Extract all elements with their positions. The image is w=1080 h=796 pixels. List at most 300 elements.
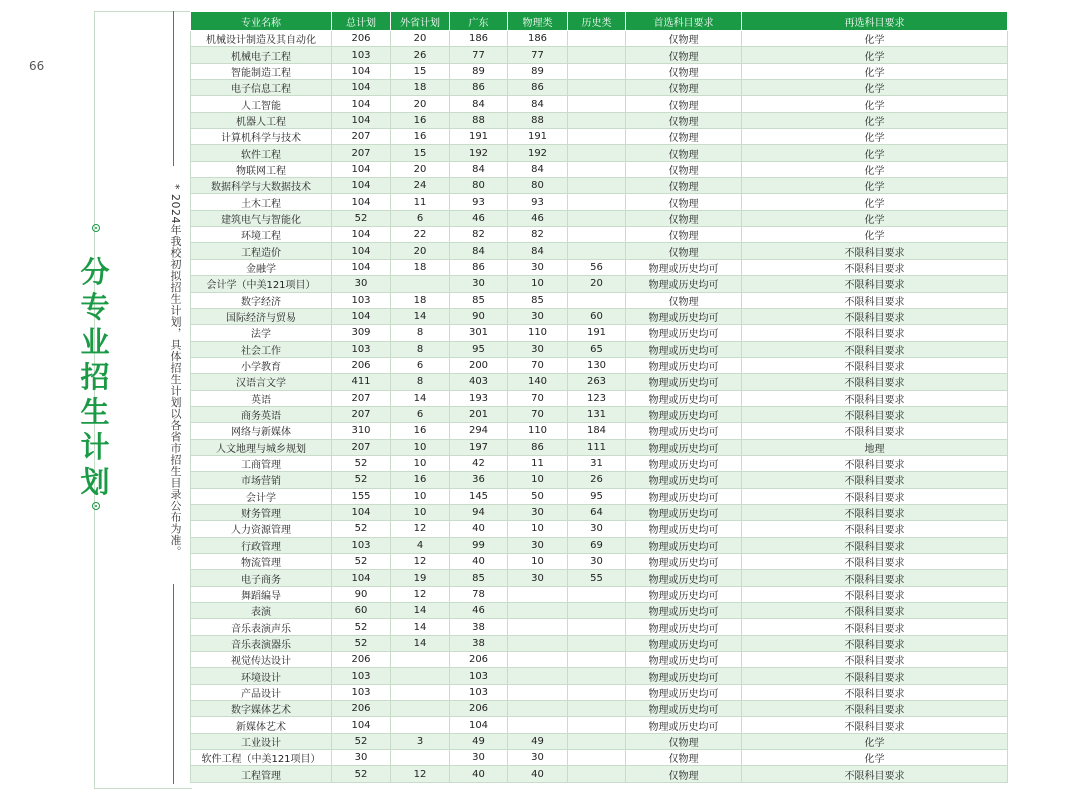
table-cell: 工业设计 [191, 733, 332, 749]
table-cell [568, 668, 626, 684]
table-cell [391, 701, 450, 717]
table-cell: 123 [568, 390, 626, 406]
table-cell: 国际经济与贸易 [191, 308, 332, 324]
table-cell: 物理或历史均可 [626, 374, 742, 390]
table-cell: 社会工作 [191, 341, 332, 357]
table-cell: 仅物理 [626, 129, 742, 145]
enrollment-table [190, 11, 1008, 783]
table-cell: 30 [508, 341, 568, 357]
table-cell: 物理或历史均可 [626, 488, 742, 504]
table-row [191, 537, 1008, 553]
table-cell: 20 [568, 276, 626, 292]
column-header: 总计划 [332, 12, 391, 31]
table-cell: 物理或历史均可 [626, 554, 742, 570]
table-cell: 52 [332, 554, 391, 570]
table-cell: 65 [568, 341, 626, 357]
table-cell: 16 [391, 129, 450, 145]
table-cell [508, 684, 568, 700]
table-cell: 化学 [742, 129, 1008, 145]
table-cell [391, 276, 450, 292]
table-cell: 软件工程（中美121项目） [191, 750, 332, 766]
table-row [191, 455, 1008, 471]
table-cell: 不限科目要求 [742, 374, 1008, 390]
table-cell: 186 [508, 31, 568, 47]
table-cell: 行政管理 [191, 537, 332, 553]
table-cell: 地理 [742, 439, 1008, 455]
table-cell: 30 [568, 521, 626, 537]
table-cell [568, 80, 626, 96]
table-cell: 55 [568, 570, 626, 586]
table-cell: 155 [332, 488, 391, 504]
dot-bottom-left [92, 502, 100, 510]
table-cell: 69 [568, 537, 626, 553]
table-cell: 化学 [742, 145, 1008, 161]
table-cell: 10 [391, 488, 450, 504]
table-cell: 不限科目要求 [742, 308, 1008, 324]
table-cell: 52 [332, 521, 391, 537]
table-cell: 不限科目要求 [742, 243, 1008, 259]
table-cell: 化学 [742, 194, 1008, 210]
table-cell: 物流管理 [191, 554, 332, 570]
table-cell: 10 [508, 276, 568, 292]
table-cell: 103 [332, 668, 391, 684]
table-cell [391, 668, 450, 684]
table-cell: 52 [332, 733, 391, 749]
table-cell: 人文地理与城乡规划 [191, 439, 332, 455]
table-cell [568, 635, 626, 651]
table-cell: 206 [332, 652, 391, 668]
table-cell: 14 [391, 390, 450, 406]
table-cell: 52 [332, 766, 391, 782]
table-cell: 50 [508, 488, 568, 504]
table-cell: 环境工程 [191, 227, 332, 243]
table-cell: 数字经济 [191, 292, 332, 308]
table-row [191, 472, 1008, 488]
table-row [191, 276, 1008, 292]
table-body [191, 31, 1008, 783]
table-cell [508, 635, 568, 651]
table-cell: 85 [450, 570, 508, 586]
table-cell: 化学 [742, 210, 1008, 226]
table-row [191, 504, 1008, 520]
table-cell: 197 [450, 439, 508, 455]
table-cell: 207 [332, 129, 391, 145]
table-cell: 130 [568, 357, 626, 373]
table-row [191, 390, 1008, 406]
table-cell: 商务英语 [191, 406, 332, 422]
table-cell: 人工智能 [191, 96, 332, 112]
table-cell: 30 [450, 750, 508, 766]
table-cell: 104 [332, 161, 391, 177]
table-cell: 90 [332, 586, 391, 602]
table-cell: 数字媒体艺术 [191, 701, 332, 717]
table-cell: 191 [450, 129, 508, 145]
table-row [191, 701, 1008, 717]
table-cell [568, 178, 626, 194]
table-cell: 20 [391, 31, 450, 47]
column-header: 再选科目要求 [742, 12, 1008, 31]
table-row [191, 325, 1008, 341]
table-cell: 15 [391, 145, 450, 161]
table-cell: 263 [568, 374, 626, 390]
column-header: 广东 [450, 12, 508, 31]
table-cell: 物理或历史均可 [626, 276, 742, 292]
table-cell: 30 [332, 276, 391, 292]
table-cell [568, 227, 626, 243]
table-cell: 8 [391, 341, 450, 357]
table-row [191, 406, 1008, 422]
table-cell: 52 [332, 455, 391, 471]
table-row [191, 488, 1008, 504]
table-cell: 仅物理 [626, 733, 742, 749]
table-cell: 仅物理 [626, 145, 742, 161]
table-cell: 99 [450, 537, 508, 553]
table-cell: 85 [450, 292, 508, 308]
table-cell: 不限科目要求 [742, 504, 1008, 520]
table-cell: 物理或历史均可 [626, 504, 742, 520]
table-cell: 物理或历史均可 [626, 259, 742, 275]
table-row [191, 554, 1008, 570]
table-cell: 184 [568, 423, 626, 439]
table-cell: 物理或历史均可 [626, 521, 742, 537]
table-row [191, 96, 1008, 112]
table-row [191, 129, 1008, 145]
table-cell: 6 [391, 210, 450, 226]
column-header: 历史类 [568, 12, 626, 31]
table-cell: 301 [450, 325, 508, 341]
table-cell: 不限科目要求 [742, 586, 1008, 602]
table-cell: 18 [391, 292, 450, 308]
table-cell: 206 [450, 652, 508, 668]
table-cell: 仅物理 [626, 194, 742, 210]
table-cell: 6 [391, 406, 450, 422]
table-cell [568, 717, 626, 733]
table-cell: 仅物理 [626, 31, 742, 47]
table-cell: 仅物理 [626, 47, 742, 63]
table-cell [568, 129, 626, 145]
table-cell: 93 [450, 194, 508, 210]
table-cell: 38 [450, 619, 508, 635]
table-cell: 22 [391, 227, 450, 243]
table-row [191, 194, 1008, 210]
table-cell: 计算机科学与技术 [191, 129, 332, 145]
table-row [191, 63, 1008, 79]
table-cell: 化学 [742, 112, 1008, 128]
table-cell: 物理或历史均可 [626, 684, 742, 700]
table-cell [568, 31, 626, 47]
table-cell: 电子商务 [191, 570, 332, 586]
table-cell: 60 [332, 603, 391, 619]
table-cell: 192 [508, 145, 568, 161]
table-cell: 舞蹈编导 [191, 586, 332, 602]
table-row [191, 684, 1008, 700]
table-cell: 不限科目要求 [742, 521, 1008, 537]
table-cell: 音乐表演器乐 [191, 635, 332, 651]
table-cell: 12 [391, 766, 450, 782]
table-cell [508, 586, 568, 602]
divider-line-top [173, 11, 174, 166]
table-cell: 18 [391, 259, 450, 275]
table-cell: 192 [450, 145, 508, 161]
table-cell: 84 [508, 161, 568, 177]
table-cell: 19 [391, 570, 450, 586]
table-cell: 14 [391, 603, 450, 619]
table-cell: 30 [508, 259, 568, 275]
table-cell: 411 [332, 374, 391, 390]
table-cell: 207 [332, 406, 391, 422]
table-cell [568, 112, 626, 128]
table-cell: 206 [450, 701, 508, 717]
table-cell: 英语 [191, 390, 332, 406]
table-cell: 不限科目要求 [742, 701, 1008, 717]
table-header-row [191, 12, 1008, 31]
table-cell: 207 [332, 145, 391, 161]
table-cell: 仅物理 [626, 63, 742, 79]
table-cell [568, 766, 626, 782]
table-cell: 86 [450, 80, 508, 96]
table-cell: 物理或历史均可 [626, 635, 742, 651]
table-cell: 84 [508, 243, 568, 259]
table-cell: 数据科学与大数据技术 [191, 178, 332, 194]
table-cell: 104 [332, 570, 391, 586]
table-cell: 物理或历史均可 [626, 537, 742, 553]
table-cell [391, 684, 450, 700]
side-note: * 2024年我校初拟招生计划，具体招生计划以各省市招生目录公布为准。 [169, 184, 182, 558]
table-cell: 物理或历史均可 [626, 652, 742, 668]
table-cell: 物理或历史均可 [626, 341, 742, 357]
table-cell: 物理或历史均可 [626, 357, 742, 373]
table-cell: 70 [508, 357, 568, 373]
table-row [191, 766, 1008, 782]
table-row [191, 521, 1008, 537]
table-cell: 物理或历史均可 [626, 472, 742, 488]
table-cell: 24 [391, 178, 450, 194]
table-cell: 46 [508, 210, 568, 226]
table-cell [568, 194, 626, 210]
table-cell: 10 [391, 504, 450, 520]
table-cell: 12 [391, 554, 450, 570]
table-cell: 会计学（中美121项目） [191, 276, 332, 292]
table-cell [568, 619, 626, 635]
table-cell: 物理或历史均可 [626, 603, 742, 619]
table-cell: 化学 [742, 80, 1008, 96]
table-row [191, 750, 1008, 766]
table-cell: 110 [508, 423, 568, 439]
table-cell: 仅物理 [626, 210, 742, 226]
table-cell: 40 [508, 766, 568, 782]
table-cell: 物理或历史均可 [626, 455, 742, 471]
table-row [191, 259, 1008, 275]
table-cell: 化学 [742, 733, 1008, 749]
table-cell: 仅物理 [626, 750, 742, 766]
table-cell: 不限科目要求 [742, 570, 1008, 586]
table-cell: 18 [391, 80, 450, 96]
table-cell: 104 [332, 308, 391, 324]
table-cell: 不限科目要求 [742, 455, 1008, 471]
table-row [191, 668, 1008, 684]
table-cell: 49 [508, 733, 568, 749]
table-row [191, 570, 1008, 586]
table-cell: 86 [508, 80, 568, 96]
table-cell: 30 [508, 537, 568, 553]
table-cell: 不限科目要求 [742, 259, 1008, 275]
table-cell: 8 [391, 374, 450, 390]
table-cell: 不限科目要求 [742, 766, 1008, 782]
table-cell: 52 [332, 210, 391, 226]
table-cell: 89 [450, 63, 508, 79]
table-cell: 77 [450, 47, 508, 63]
table-cell [568, 96, 626, 112]
table-cell: 10 [508, 554, 568, 570]
table-cell [568, 210, 626, 226]
table-cell: 40 [450, 521, 508, 537]
table-row [191, 586, 1008, 602]
table-cell [508, 619, 568, 635]
table-cell [508, 701, 568, 717]
table-cell: 201 [450, 406, 508, 422]
table-cell: 104 [332, 504, 391, 520]
table-cell: 16 [391, 472, 450, 488]
table-cell: 52 [332, 635, 391, 651]
table-cell: 工商管理 [191, 455, 332, 471]
table-cell: 3 [391, 733, 450, 749]
column-header: 专业名称 [191, 12, 332, 31]
table-cell: 93 [508, 194, 568, 210]
table-row [191, 47, 1008, 63]
table-cell: 30 [568, 554, 626, 570]
table-cell: 403 [450, 374, 508, 390]
table-cell: 物理或历史均可 [626, 406, 742, 422]
table-cell: 20 [391, 243, 450, 259]
table-cell: 84 [450, 161, 508, 177]
table-cell: 物理或历史均可 [626, 423, 742, 439]
table-cell: 52 [332, 619, 391, 635]
table-cell: 人力资源管理 [191, 521, 332, 537]
table-cell: 104 [332, 96, 391, 112]
table-cell: 不限科目要求 [742, 472, 1008, 488]
table-cell [568, 684, 626, 700]
table-cell: 不限科目要求 [742, 668, 1008, 684]
table-cell: 不限科目要求 [742, 423, 1008, 439]
table-cell: 88 [450, 112, 508, 128]
table-cell [568, 161, 626, 177]
table-cell [568, 145, 626, 161]
table-cell: 不限科目要求 [742, 325, 1008, 341]
table-cell: 206 [332, 357, 391, 373]
table-cell: 52 [332, 472, 391, 488]
column-header: 物理类 [508, 12, 568, 31]
table-cell: 104 [332, 112, 391, 128]
table-cell: 16 [391, 112, 450, 128]
table-cell: 104 [332, 717, 391, 733]
table-row [191, 635, 1008, 651]
table-cell [568, 733, 626, 749]
table-cell: 仅物理 [626, 80, 742, 96]
table-cell: 15 [391, 63, 450, 79]
table-cell: 仅物理 [626, 178, 742, 194]
table-cell: 不限科目要求 [742, 717, 1008, 733]
table-cell: 环境设计 [191, 668, 332, 684]
table-row [191, 423, 1008, 439]
table-cell: 131 [568, 406, 626, 422]
table-cell: 物理或历史均可 [626, 717, 742, 733]
table-cell: 化学 [742, 31, 1008, 47]
table-cell [568, 701, 626, 717]
table-cell: 机械电子工程 [191, 47, 332, 63]
table-cell: 193 [450, 390, 508, 406]
table-cell: 12 [391, 586, 450, 602]
table-cell [568, 243, 626, 259]
table-cell: 30 [508, 570, 568, 586]
table-cell: 104 [332, 194, 391, 210]
table-cell: 200 [450, 357, 508, 373]
table-row [191, 733, 1008, 749]
table-cell: 会计学 [191, 488, 332, 504]
table-cell: 38 [450, 635, 508, 651]
table-cell: 103 [332, 292, 391, 308]
table-cell: 191 [508, 129, 568, 145]
table-cell: 36 [450, 472, 508, 488]
enrollment-table-wrap [190, 11, 1007, 787]
table-cell: 不限科目要求 [742, 635, 1008, 651]
table-cell: 84 [450, 96, 508, 112]
table-cell: 49 [450, 733, 508, 749]
table-cell: 音乐表演声乐 [191, 619, 332, 635]
table-cell: 310 [332, 423, 391, 439]
table-cell [568, 586, 626, 602]
table-cell: 不限科目要求 [742, 603, 1008, 619]
table-row [191, 243, 1008, 259]
table-cell: 工程管理 [191, 766, 332, 782]
table-cell: 仅物理 [626, 766, 742, 782]
table-row [191, 603, 1008, 619]
table-cell: 89 [508, 63, 568, 79]
table-cell: 仅物理 [626, 227, 742, 243]
dot-top-left [92, 224, 100, 232]
table-cell: 金融学 [191, 259, 332, 275]
table-cell: 化学 [742, 178, 1008, 194]
table-cell: 物理或历史均可 [626, 570, 742, 586]
table-cell [568, 47, 626, 63]
table-cell: 10 [391, 455, 450, 471]
table-cell: 8 [391, 325, 450, 341]
table-row [191, 341, 1008, 357]
table-cell: 物联网工程 [191, 161, 332, 177]
table-cell: 42 [450, 455, 508, 471]
table-cell: 88 [508, 112, 568, 128]
table-cell [391, 750, 450, 766]
table-cell: 物理或历史均可 [626, 701, 742, 717]
table-cell: 表演 [191, 603, 332, 619]
table-cell: 140 [508, 374, 568, 390]
table-cell [508, 668, 568, 684]
table-cell: 化学 [742, 227, 1008, 243]
table-cell [391, 652, 450, 668]
table-row [191, 374, 1008, 390]
table-cell: 不限科目要求 [742, 652, 1008, 668]
table-cell [508, 652, 568, 668]
table-cell: 84 [450, 243, 508, 259]
table-cell: 110 [508, 325, 568, 341]
table-cell: 物理或历史均可 [626, 325, 742, 341]
table-cell: 103 [450, 668, 508, 684]
table-cell: 财务管理 [191, 504, 332, 520]
table-cell: 工程造价 [191, 243, 332, 259]
table-cell: 智能制造工程 [191, 63, 332, 79]
table-cell: 新媒体艺术 [191, 717, 332, 733]
table-cell: 95 [450, 341, 508, 357]
table-cell: 84 [508, 96, 568, 112]
